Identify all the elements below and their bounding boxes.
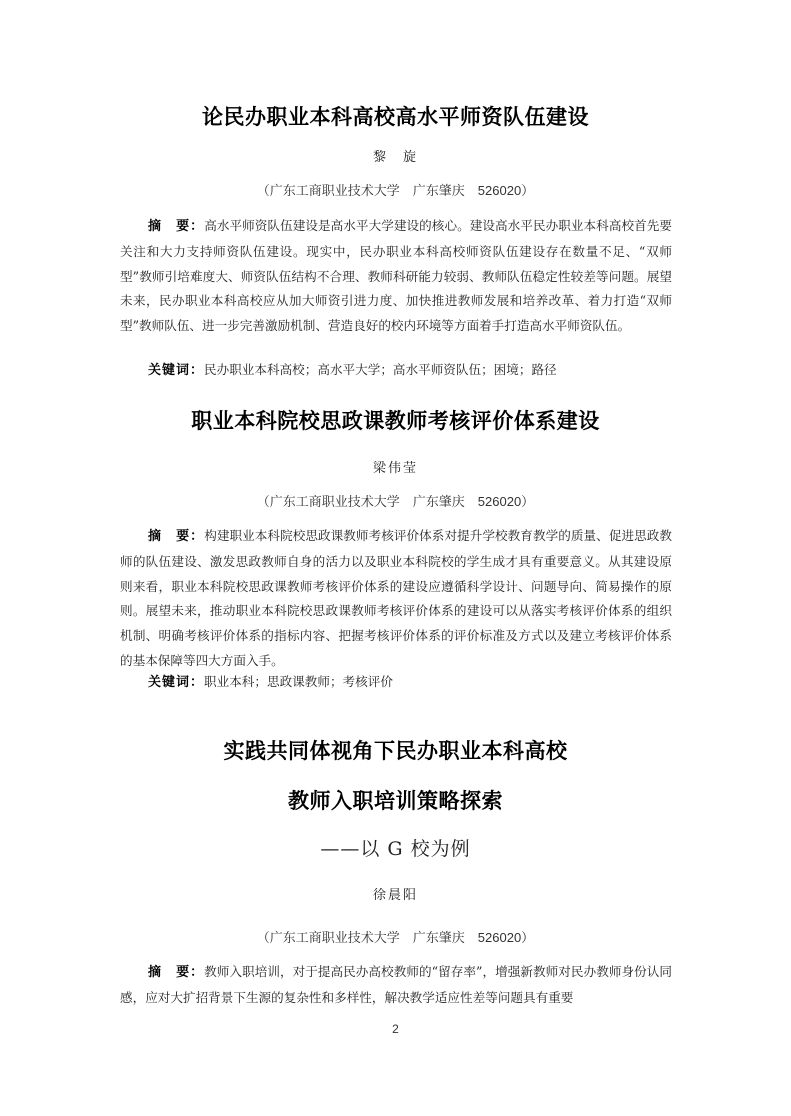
article-2-keywords-label: 关键词： [148, 675, 205, 690]
article-2-keywords-text: 职业本科；思政课教师；考核评价 [204, 674, 393, 689]
article-3-author: 徐晨阳 [372, 888, 418, 903]
article-2-abstract-text: 构建职业本科院校思政课教师考核评价体系对提升学校教育教学的质量、促进思政教师的队伍建设、激发思政教师自身的活力以及职业本科院校的学生成才具有重要意义。从其建设原则来看，职业本科院校思政课教师考核评价体系的建设应遵循科学设计、问题导向、简易操作的原则。展望未来，推动职业本科院校思政课教师考核评价体系的建设可以从落实考核评价体系的组织机制、明确考核评价体系的指标内容、把握考核评价体系的评价标准及方式以及建立考核评价体系的基本保障等四大方面入手。 [120, 528, 672, 668]
article-2-keywords [148, 672, 672, 693]
article-3-abstract-label: 摘 要： [148, 965, 205, 980]
article-3-affiliation: （广东工商职业技术大学 广东肇庆 526020） [256, 930, 535, 945]
article-1-keywords-label: 关键词： [148, 363, 205, 378]
article-1-abstract-label: 摘 要： [148, 219, 205, 234]
article-3-abstract-text: 教师入职培训，对于提高民办高校教师的“留存率”，增强新教师对民办教师身份认同感，应对大扩招背景下生源的复杂性和多样性，解决教学适应性差等问题具有重要 [120, 964, 672, 1005]
article-3-abstract [120, 960, 672, 1011]
article-1-author: 黎 旋 [372, 150, 418, 165]
article-1-keywords [148, 360, 672, 381]
article-2-title: 职业本科院校思政课教师考核评价体系建设 [191, 409, 600, 433]
article-2-affiliation: （广东工商职业技术大学 广东肇庆 526020） [256, 494, 535, 509]
article-3-subtitle: ——以 G 校为例 [320, 838, 471, 860]
article-1-affiliation: （广东工商职业技术大学 广东肇庆 526020） [256, 183, 535, 198]
article-2-abstract [120, 524, 672, 674]
article-3-title-line-2: 教师入职培训策略探索 [288, 789, 503, 813]
page-number: 2 [392, 1022, 399, 1036]
article-2-author: 梁伟莹 [372, 461, 418, 476]
article-3-title-line-1: 实践共同体视角下民办职业本科高校 [223, 739, 568, 763]
article-2-abstract-label: 摘 要： [148, 529, 205, 544]
article-1-keywords-text: 民办职业本科高校；高水平大学；高水平师资队伍；困境；路径 [204, 362, 557, 377]
article-1-abstract [120, 214, 672, 339]
article-1-title: 论民办职业本科高校高水平师资队伍建设 [202, 105, 589, 129]
article-1-abstract-text: 高水平师资队伍建设是高水平大学建设的核心。建设高水平民办职业本科高校首先要关注和大力支持师资队伍建设。现实中，民办职业本科高校师资队伍建设存在数量不足、“双师型”教师引培难度大、师资队伍结构不合理、教师科研能力较弱、教师队伍稳定性较差等问题。展望未来，民办职业本科高校应从加大师资引进力度、加快推进教师发展和培养改革、着力打造“双师型”教师队伍、进一步完善激励机制、营造良好的校内环境等方面着手打造高水平师资队伍。 [120, 218, 672, 334]
